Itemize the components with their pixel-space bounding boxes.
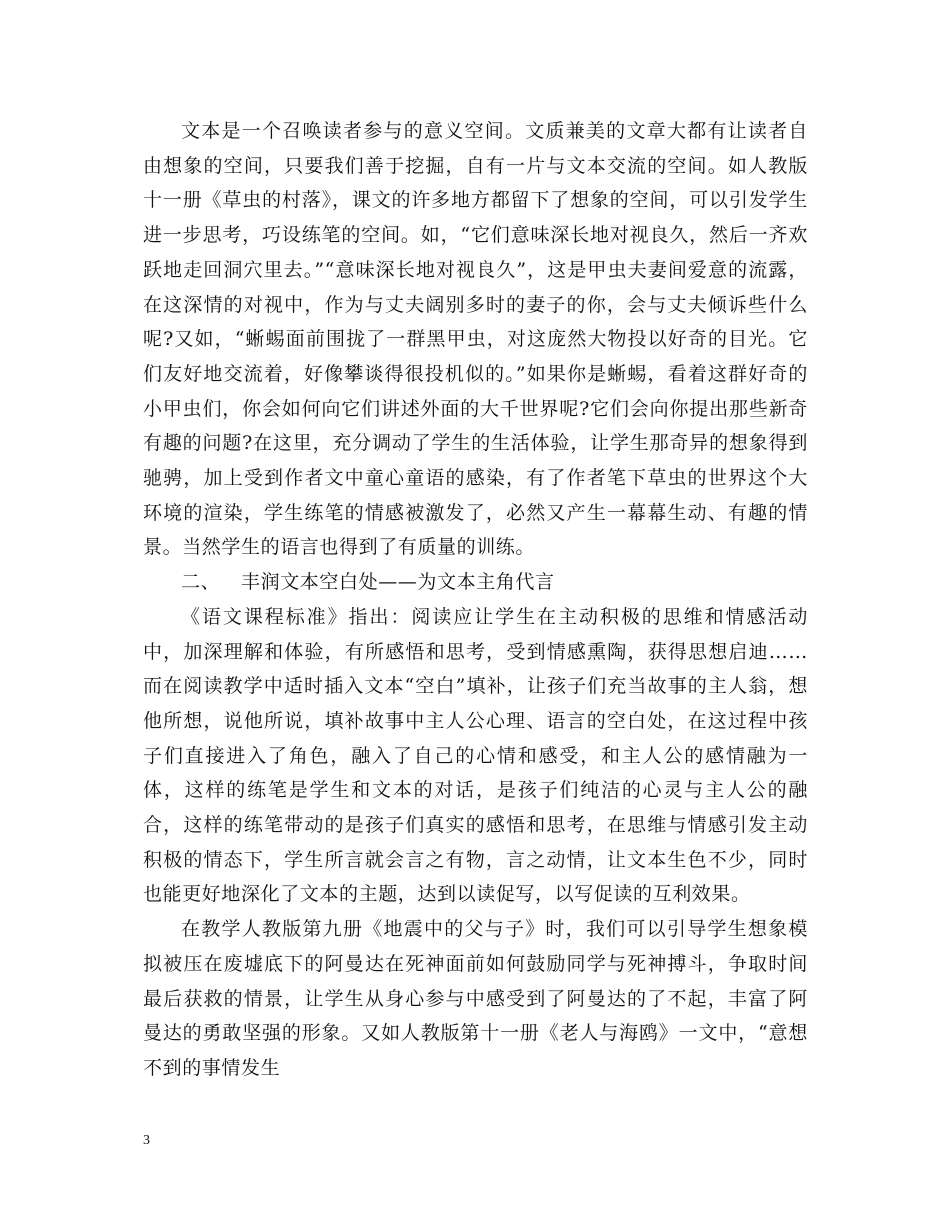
paragraph-3: 在教学人教版第九册《地震中的父与子》时，我们可以引导学生想象模拟被压在废墟底下的阿曼达在死神面前如何鼓励同学与死神搏斗，争取时间最后获救的情景，让学生从身心参与中感受到了阿曼达的了不起，丰富了阿曼达的勇敢坚强的形象。又如人教版第十一册《老人与海鸥》一文中，“意想不到的事情发生 [143, 918, 808, 1079]
section-heading-number: 二、 [181, 571, 221, 594]
page-number: 3 [143, 1133, 150, 1148]
document-body [143, 114, 808, 1086]
section-heading-text: 丰润文本空白处——为文本主角代言 [241, 571, 555, 594]
paragraph-1: 文本是一个召唤读者参与的意义空间。文质兼美的文章大都有让读者自由想象的空间，只要我们善于挖掘，自有一片与文本交流的空间。如人教版十一册《草虫的村落》，课文的许多地方都留下了想象的空间，可以引发学生进一步思考，巧设练笔的空间。如，“它们意味深长地对视良久，然后一齐欢跃地走回洞穴里去。”“意味深长地对视良久”，这是甲虫夫妻间爱意的流露，在这深情的对视中，作为与丈夫阔别多时的妻子的你，会与丈夫倾诉些什么呢?又如，“蜥蜴面前围拢了一群黑甲虫，对这庞然大物投以好奇的目光。它们友好地交流着，好像攀谈得很投机似的。”如果你是蜥蜴，看着这群好奇的小甲虫们，你会如何向它们讲述外面的大千世界呢?它们会向你提出那些新奇有趣的问题?在这里，充分调动了学生的生活体验，让学生那奇异的想象得到驰骋，加上受到作者文中童心童语的感染，有了作者笔下草虫的世界这个大环境的渲染，学生练笔的情感被激发了，必然又产生一幕幕生动、有趣的情景。当然学生的语言也得到了有质量的训练。 [143, 120, 808, 559]
section-heading [143, 565, 808, 600]
paragraph-2: 《语文课程标准》指出：阅读应让学生在主动积极的思维和情感活动中，加深理解和体验，有所感悟和思考，受到情感熏陶，获得思想启迪……而在阅读教学中适时插入文本“空白”填补，让孩子们充当故事的主人翁，想他所想，说他所说，填补故事中主人公心理、语言的空白处，在这过程中孩子们直接进入了角色，融入了自己的心情和感受，和主人公的感情融为一体，这样的练笔是学生和文本的对话，是孩子们纯洁的心灵与主人公的融合，这样的练笔带动的是孩子们真实的感悟和思考，在思维与情感引发主动积极的情态下，学生所言就会言之有物，言之动情，让文本生色不少，同时也能更好地深化了文本的主题，达到以读促写，以写促读的互利效果。 [143, 605, 808, 906]
